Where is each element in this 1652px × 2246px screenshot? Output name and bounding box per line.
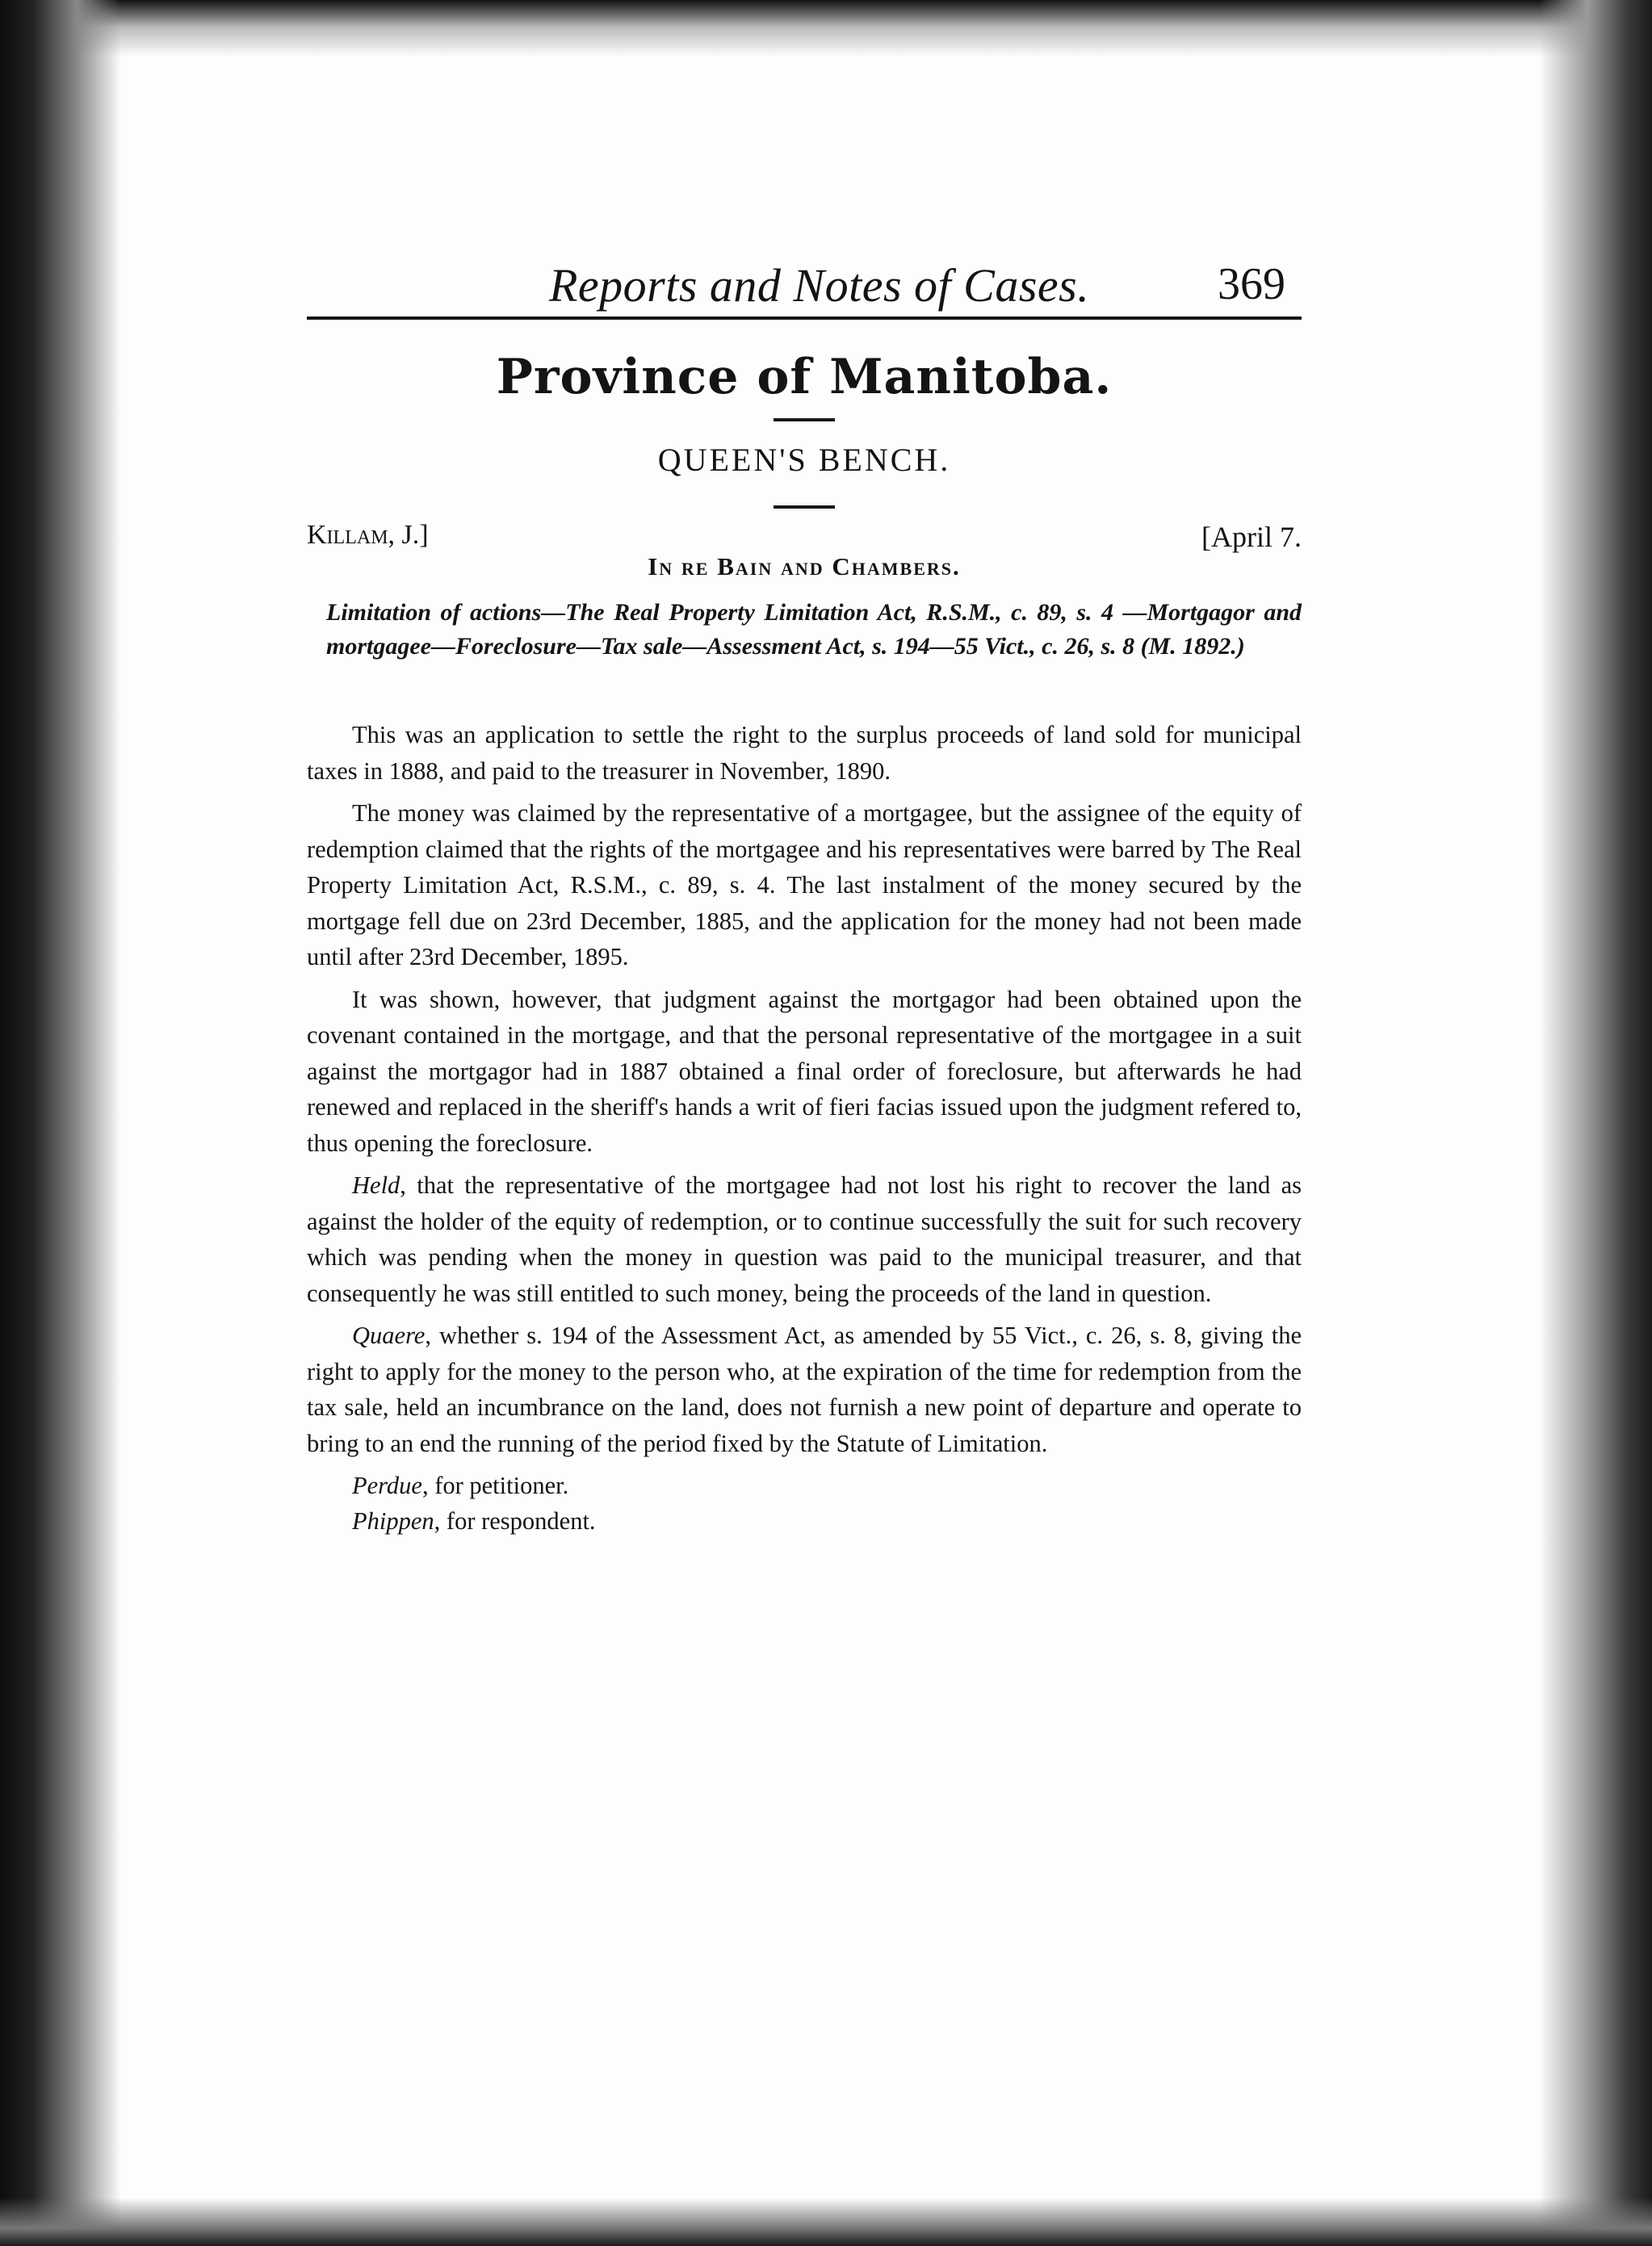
scan-edge-bottom [0,2198,1652,2246]
paragraph-lead: Quaere [352,1322,426,1349]
paragraph [307,1167,1302,1311]
court-heading: QUEEN'S BENCH. [657,442,951,478]
counsel-line [307,1468,1302,1503]
running-head-title: Reports and Notes of Cases. [549,259,1090,312]
paragraph-lead: Held [352,1171,400,1199]
counsel-role: , for petitioner. [421,1472,569,1499]
divider-rule [774,505,835,509]
header-rule [307,316,1302,320]
paragraph-text: , whether s. 194 of the Assessment Act, as amended by 55 Vict., c. 26, s. 8, giving the right to apply for the money to the person who, at the expiration of the time for redemption from the tax sale, held an incumbrance on the land, does not furnish a new point of departure and operate to bring to an end the running of the period fixed by the Statute of Limitation. [307,1322,1302,1457]
paragraph [307,982,1302,1162]
paragraph-text: This was an application to settle the right to the surplus proceeds of land sold for municipal taxes in 1888, and paid to the treasurer in November, 1890. [307,721,1302,785]
running-head [307,258,1302,315]
scan-edge-right [1539,0,1652,2246]
counsel-name: Phippen [352,1507,434,1535]
counsel-line [307,1503,1302,1539]
paragraph [307,717,1302,789]
decision-date: [April 7. [1201,521,1302,553]
report-body [307,717,1302,1539]
case-name: In re Bain and Chambers. [648,552,961,580]
divider-rule [774,418,835,421]
paragraph [307,795,1302,975]
page-number: 369 [1218,259,1285,309]
paragraph-text: It was shown, however, that judgment against the mortgagor had been obtained upon the covenant contained in the mortgage, and that the personal representative of the mortgagee in a suit against the mortgagor had in 1887 obtained a final order of foreclosure, but afterwards he had renewed and replaced in the sheriff's hands a writ of fieri facias issued upon the judgment refered to, thus opening the foreclosure. [307,985,1302,1157]
province-heading: Province of Manitoba. [496,349,1113,405]
paragraph [307,1318,1302,1461]
paragraph-text: The money was claimed by the representative of a mortgagee, but the assignee of the equity of redemption claimed that the rights of the mortgagee and his representatives were barred by The Real Property Limitation Act, R.S.M., c. 89, s. 4. The last instalment of the money secured by the mortgage fell due on 23rd December, 1885, and the application for the money had not been made until after 23rd December, 1895. [307,799,1302,970]
headnote: Limitation of actions—The Real Property Limitation Act, R.S.M., c. 89, s. 4 —Mortgagor and mortgagee—Foreclosure—Tax sale—Assessment Act, s. 194—55 Vict., c. 26, s. 8 (M. 1892.) [326,599,1302,660]
paragraph-text: , that the representative of the mortgagee had not lost his right to recover the land as against the holder of the equity of redemption, or to continue successfully the suit for such recovery which was pending when the money in question was paid to the municipal treasurer, and that consequently he was still entitled to such money, being the proceeds of the land in question. [307,1171,1302,1307]
scan-edge-left [0,0,121,2246]
scan-edge-top [0,0,1652,57]
counsel-name: Perdue [352,1472,422,1499]
judge-name: Killam, J.] [307,520,429,550]
counsel-role: , for respondent. [434,1507,596,1535]
